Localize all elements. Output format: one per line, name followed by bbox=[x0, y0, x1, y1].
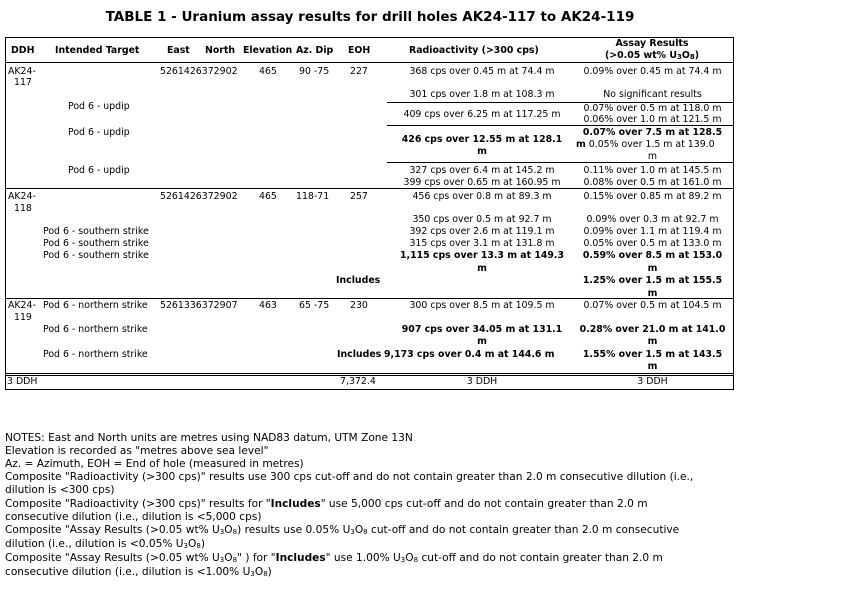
radioactivity-value: 392 cps over 2.6 m at 119.1 m bbox=[409, 226, 555, 237]
elevation: 465 bbox=[259, 66, 277, 77]
intended-target: Pod 6 - southern strike bbox=[43, 250, 149, 261]
header-radioactivity: Radioactivity (>300 cps) bbox=[409, 45, 539, 56]
assay-value: 0.09% over 1.1 m at 119.4 m bbox=[583, 226, 722, 237]
subscript: 3 bbox=[400, 556, 406, 564]
note-assay-cutoff bbox=[5, 524, 679, 537]
ddh-id: AK24- bbox=[8, 66, 36, 77]
assay-value: 0.07% over 7.5 m at 128.5 bbox=[582, 127, 723, 138]
note-text: O bbox=[224, 552, 233, 564]
intended-target: Pod 6 - updip bbox=[68, 127, 130, 138]
subscript: 8 bbox=[232, 528, 238, 536]
intended-target: Pod 6 - northern strike bbox=[43, 300, 148, 311]
note-datum: NOTES: East and North units are metres using NAD83 datum, UTM Zone 13N bbox=[5, 432, 413, 444]
totals-divider bbox=[5, 373, 733, 374]
note-abbreviations: Az. = Azimuth, EOH = End of hole (measured in metres) bbox=[5, 458, 304, 470]
radioactivity-value: 9,173 cps over 0.4 m at 144.6 m bbox=[384, 349, 555, 360]
note-text: consecutive dilution (i.e., dilution is <1.00% U bbox=[5, 566, 251, 578]
radioactivity-value: 350 cps over 0.5 m at 92.7 m bbox=[412, 214, 552, 225]
note-text: Composite "Assay Results (>0.05 wt% U bbox=[5, 552, 220, 564]
subscript: 3 bbox=[183, 542, 188, 550]
note-includes-radioactivity bbox=[5, 498, 648, 511]
assay-value: m bbox=[647, 151, 658, 162]
ddh-id: AK24- bbox=[8, 191, 36, 202]
header-east: East bbox=[167, 45, 190, 56]
ddh-id: AK24- bbox=[8, 300, 36, 311]
note-text: " use 1.00% U bbox=[325, 552, 401, 564]
includes-label: Includes bbox=[336, 275, 381, 286]
east-north: 5261426372902 bbox=[160, 191, 238, 202]
note-text: ) bbox=[267, 566, 272, 578]
header-ddh: DDH bbox=[11, 45, 35, 56]
subscript: 3 bbox=[219, 556, 225, 564]
total-radioactivity: 3 DDH bbox=[466, 376, 498, 387]
assay-value: 0.09% over 0.45 m at 74.4 m bbox=[583, 66, 722, 77]
az-dip: 65 -75 bbox=[299, 300, 330, 311]
header-assay-line2 bbox=[577, 50, 727, 62]
radioactivity-value: 399 cps over 0.65 m at 160.95 m bbox=[403, 177, 561, 188]
intended-target: Pod 6 - southern strike bbox=[43, 226, 149, 237]
assay-value: 0.09% over 0.3 m at 92.7 m bbox=[586, 214, 719, 225]
east-north: 5261336372907 bbox=[160, 300, 238, 311]
note-text: ) bbox=[200, 538, 205, 550]
radioactivity-value: 426 cps over 12.55 m at 128.1 bbox=[401, 134, 563, 145]
assay-value: 0.07% over 0.5 m at 104.5 m bbox=[583, 300, 722, 311]
intended-target: Pod 6 - northern strike bbox=[43, 324, 148, 335]
note-text: O bbox=[254, 566, 264, 578]
header-assay-text: O bbox=[681, 50, 690, 61]
note-text: cut-off and do not contain greater than 2.0 m bbox=[418, 552, 663, 564]
elevation: 465 bbox=[259, 191, 277, 202]
eoh: 257 bbox=[350, 191, 368, 202]
subscript: 3 bbox=[219, 528, 225, 536]
note-text: Composite "Assay Results (>0.05 wt% U bbox=[5, 524, 220, 536]
assay-value: 1.55% over 1.5 m at 143.5 bbox=[582, 349, 723, 360]
header-north: North bbox=[205, 45, 236, 56]
table-title: TABLE 1 - Uranium assay results for drill holes AK24-117 to AK24-119 bbox=[105, 9, 635, 25]
radioactivity-value: 315 cps over 3.1 m at 131.8 m bbox=[409, 238, 555, 249]
east-north: 5261426372902 bbox=[160, 66, 238, 77]
assay-value: 0.07% over 0.5 m at 118.0 m bbox=[583, 103, 722, 114]
header-intended-target: Intended Target bbox=[55, 45, 140, 56]
note-text: dilution (i.e., dilution is <0.05% U bbox=[5, 538, 184, 550]
total-assay: 3 DDH bbox=[637, 376, 668, 387]
header-assay-line1: Assay Results bbox=[615, 38, 689, 49]
radioactivity-value: 368 cps over 0.45 m at 74.4 m bbox=[409, 66, 555, 77]
assay-value-text: 0.05% over 1.5 m at 139.0 bbox=[585, 139, 715, 150]
subscript: 3 bbox=[250, 570, 255, 578]
note-bold: Includes bbox=[270, 498, 321, 510]
note-elevation: Elevation is recorded as "metres above sea level" bbox=[5, 445, 269, 457]
total-eoh: 7,372.4 bbox=[340, 376, 376, 387]
subscript: 3 bbox=[350, 528, 355, 536]
note-radioactivity-cutoff: Composite "Radioactivity (>300 cps)" results use 300 cps cut-off and do not contain greater than 2.0 m consecutive dilution (i.e., bbox=[5, 471, 694, 483]
az-dip: 118-71 bbox=[296, 191, 330, 202]
ddh-id: 119 bbox=[14, 312, 32, 323]
assay-value: m bbox=[647, 336, 658, 347]
radioactivity-value: 456 cps over 0.8 m at 89.3 m bbox=[412, 191, 552, 202]
eoh: 230 bbox=[350, 300, 368, 311]
note-text: " ) for " bbox=[237, 552, 276, 564]
assay-value: 0.06% over 1.0 m at 121.5 m bbox=[583, 114, 722, 125]
az-dip: 90 -75 bbox=[299, 66, 330, 77]
assay-value: 0.05% over 0.5 m at 133.0 m bbox=[583, 238, 722, 249]
assay-value: 0.11% over 1.0 m at 145.5 m bbox=[583, 165, 722, 176]
note-includes-assay bbox=[5, 566, 272, 579]
radioactivity-value: m bbox=[477, 146, 487, 157]
radioactivity-value: 300 cps over 8.5 m at 109.5 m bbox=[409, 300, 555, 311]
note-text: cut-off and do not contain greater than 2.0 m consecutive bbox=[367, 524, 680, 536]
note-radioactivity-cutoff: dilution is <300 cps) bbox=[5, 484, 115, 496]
subscript: 8 bbox=[413, 556, 419, 564]
note-text: O bbox=[188, 538, 197, 550]
ddh-id: 118 bbox=[14, 203, 32, 214]
subscript: 8 bbox=[196, 542, 201, 550]
header-assay-text: (>0.05 wt% U bbox=[605, 50, 677, 61]
radioactivity-value: 907 cps over 34.05 m at 131.1 bbox=[401, 324, 563, 335]
intended-target: Pod 6 - southern strike bbox=[43, 238, 149, 249]
note-includes-radioactivity: consecutive dilution (i.e., dilution is <5,000 cps) bbox=[5, 511, 262, 523]
note-assay-cutoff bbox=[5, 538, 205, 551]
elevation: 463 bbox=[259, 300, 277, 311]
radioactivity-value: 327 cps over 6.4 m at 145.2 m bbox=[409, 165, 555, 176]
assay-value-bold: m bbox=[576, 139, 586, 150]
assay-value: 0.15% over 0.85 m at 89.2 m bbox=[583, 191, 722, 202]
intended-target: Pod 6 - northern strike bbox=[43, 349, 148, 360]
header-eoh: EOH bbox=[348, 45, 371, 56]
radioactivity-value: 1,115 cps over 13.3 m at 149.3 bbox=[400, 250, 564, 261]
header-divider bbox=[5, 62, 733, 63]
intended-target: Pod 6 - updip bbox=[68, 165, 130, 176]
intended-target: Pod 6 - updip bbox=[68, 101, 130, 112]
note-text: Composite "Radioactivity (>300 cps)" results for " bbox=[5, 498, 271, 510]
assay-value bbox=[576, 139, 715, 151]
ddh-id: 117 bbox=[14, 77, 32, 88]
subscript: 3 bbox=[676, 53, 682, 61]
radioactivity-value: m bbox=[477, 263, 487, 274]
note-text: " use 5,000 cps cut-off and do not contain greater than 2.0 m bbox=[320, 498, 648, 510]
assay-value: m bbox=[647, 263, 658, 274]
note-text: O bbox=[354, 524, 364, 536]
eoh: 227 bbox=[350, 66, 368, 77]
header-elevation: Elevation bbox=[243, 45, 293, 56]
subscript: 8 bbox=[689, 53, 695, 61]
note-bold: Includes bbox=[275, 552, 326, 564]
note-text: O bbox=[405, 552, 414, 564]
assay-value: 0.08% over 0.5 m at 161.0 m bbox=[583, 177, 722, 188]
subscript: 8 bbox=[232, 556, 238, 564]
radioactivity-value: m bbox=[477, 336, 487, 347]
radioactivity-value: 301 cps over 1.8 m at 108.3 m bbox=[409, 89, 555, 100]
radioactivity-value: 409 cps over 6.25 m at 117.25 m bbox=[403, 109, 561, 120]
note-text: ) results use 0.05% U bbox=[237, 524, 351, 536]
assay-value: m bbox=[647, 361, 658, 372]
note-text: O bbox=[224, 524, 233, 536]
assay-value: 1.25% over 1.5 m at 155.5 bbox=[582, 275, 723, 286]
assay-value: No significant results bbox=[603, 89, 702, 100]
includes-label: Includes bbox=[337, 349, 382, 360]
total-ddh: 3 DDH bbox=[7, 376, 38, 387]
header-az-dip: Az. Dip bbox=[296, 45, 334, 56]
assay-value: 0.59% over 8.5 m at 153.0 bbox=[582, 250, 723, 261]
header-assay-text: ) bbox=[694, 50, 699, 61]
subscript: 8 bbox=[263, 570, 268, 578]
assay-value: 0.28% over 21.0 m at 141.0 bbox=[579, 324, 726, 335]
subscript: 8 bbox=[363, 528, 368, 536]
note-includes-assay bbox=[5, 552, 663, 565]
assay-value: m bbox=[647, 288, 658, 299]
